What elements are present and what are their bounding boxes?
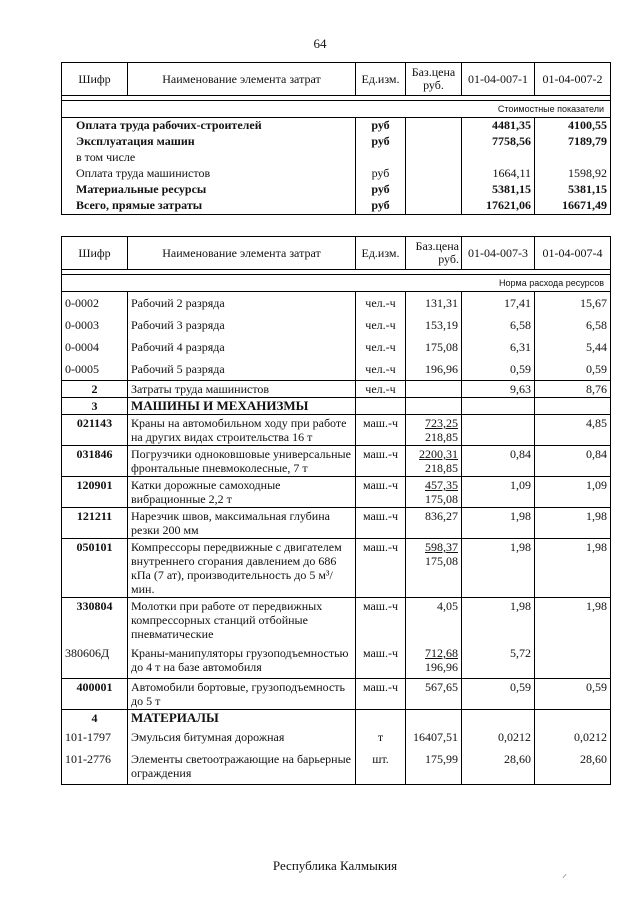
row-unit: шт. xyxy=(356,748,406,785)
header-col-1: 01-04-007-3 xyxy=(462,237,535,270)
table-header-row xyxy=(62,237,611,270)
row-value-2: 6,58 xyxy=(586,318,607,332)
row-code: 0-0003 xyxy=(62,314,128,336)
base-price-total: 131,31 xyxy=(425,296,458,310)
row-base-price xyxy=(406,477,462,508)
base-price-total: 196,96 xyxy=(425,362,458,376)
row-unit: руб xyxy=(356,134,406,150)
section-row xyxy=(62,598,611,643)
row-name: Компрессоры передвижные с двигателем внутреннего сгорания давлением до 686 кПа (7 ат), производительность до 5 м³/мин. xyxy=(128,539,356,598)
section-row xyxy=(62,415,611,446)
row-value-1: 17,41 xyxy=(462,292,535,315)
table-row xyxy=(62,166,611,182)
base-price-total: 2200,31 xyxy=(419,447,458,461)
row-base-price xyxy=(406,598,462,643)
row-base-price xyxy=(406,726,462,748)
table-row xyxy=(62,726,611,748)
row-value-1: 1,98 xyxy=(462,539,535,598)
table-row xyxy=(62,134,611,150)
row-name: Погрузчики одноковшовые универсальные фронтальные пневмоколесные, 7 т xyxy=(128,446,356,477)
base-price-total: 457,35 xyxy=(425,478,458,492)
row-value-2: 16671,49 xyxy=(535,198,611,215)
row-value-1 xyxy=(462,415,535,446)
row-value-2: 0,84 xyxy=(535,446,611,477)
row-value-2: 0,0212 xyxy=(574,730,607,744)
table-row xyxy=(62,748,611,785)
row-code: 330804 xyxy=(62,598,128,643)
row-base-price xyxy=(406,381,462,398)
row-base-price xyxy=(406,314,462,336)
row-value-1: 0,59 xyxy=(462,679,535,710)
base-price-total: 836,27 xyxy=(425,509,458,523)
row-base-price xyxy=(406,508,462,539)
row-code: 101-2776 xyxy=(62,748,128,785)
base-price-total: 598,37 xyxy=(425,540,458,554)
row-value-2: 1,09 xyxy=(535,477,611,508)
row-name: в том числе xyxy=(76,150,136,164)
row-value-1: 0,0212 xyxy=(462,726,535,748)
row-base-price xyxy=(406,398,462,415)
row-name: Рабочий 3 разряда xyxy=(128,314,356,336)
header-name: Наименование элемента затрат xyxy=(128,237,356,270)
base-price-wages: 175,08 xyxy=(425,554,458,568)
row-unit: т xyxy=(356,726,406,748)
row-unit: маш.-ч xyxy=(356,446,406,477)
row-name: Автомобили бортовые, грузоподъемность до 5 т xyxy=(128,679,356,710)
row-code: 021143 xyxy=(62,415,128,446)
row-name: Рабочий 2 разряда xyxy=(128,292,356,315)
table-header-row xyxy=(62,63,611,96)
table-row xyxy=(62,314,611,336)
base-price-total: 712,68 xyxy=(425,646,458,660)
row-base-price xyxy=(406,358,462,381)
row-value-2 xyxy=(535,150,611,166)
base-price-total: 567,65 xyxy=(425,680,458,694)
row-value-2: 8,76 xyxy=(535,381,611,398)
base-price-wages: 175,08 xyxy=(425,492,458,506)
pen-mark: ⸝ xyxy=(562,869,567,880)
row-code: 101-1797 xyxy=(62,726,128,748)
row-name: Краны-манипуляторы грузоподъемностью до 4 т на базе автомобиля xyxy=(128,642,356,679)
row-unit: маш.-ч xyxy=(356,642,406,679)
row-value-2 xyxy=(535,642,611,679)
row-code: 2 xyxy=(62,381,128,398)
row-unit: маш.-ч xyxy=(356,508,406,539)
row-code: 0-0002 xyxy=(62,292,128,315)
row-base-price xyxy=(406,679,462,710)
row-base-price xyxy=(406,336,462,358)
footer-region-name: Республика Калмыкия xyxy=(272,858,398,873)
header-code: Шифр xyxy=(62,63,128,96)
subheader-row xyxy=(62,101,611,118)
resource-norms-table xyxy=(61,236,611,785)
header-unit: Ед.изм. xyxy=(356,63,406,96)
header-name: Наименование элемента затрат xyxy=(128,63,356,96)
row-code: 380606Д xyxy=(62,642,128,679)
row-value-1: 1664,11 xyxy=(462,166,535,182)
table-row xyxy=(62,118,611,135)
row-name: Затраты труда машинистов xyxy=(128,381,356,398)
row-value-2: 5,44 xyxy=(586,340,607,354)
base-price-wages: 196,96 xyxy=(425,660,458,674)
row-name: Оплата труда рабочих-строителей xyxy=(76,118,262,132)
section-row xyxy=(62,398,611,415)
row-unit: руб xyxy=(356,182,406,198)
header-col-1: 01-04-007-1 xyxy=(462,63,535,96)
row-name: Оплата труда машинистов xyxy=(76,166,211,180)
row-value-2: 1598,92 xyxy=(535,166,611,182)
base-price-wages: 218,85 xyxy=(425,430,458,444)
row-name: МАТЕРИАЛЫ xyxy=(128,710,356,727)
row-value-2: 0,59 xyxy=(586,362,607,376)
section-row xyxy=(62,710,611,727)
row-unit: чел.-ч xyxy=(356,314,406,336)
row-name: Эмульсия битумная дорожная xyxy=(128,726,356,748)
row-unit: чел.-ч xyxy=(356,336,406,358)
row-base-price xyxy=(406,292,462,315)
row-value-1: 17621,06 xyxy=(462,198,535,215)
row-value-1: 28,60 xyxy=(462,748,535,785)
row-value-1: 0,84 xyxy=(462,446,535,477)
row-code: 031846 xyxy=(62,446,128,477)
subheader-label: Норма расхода ресурсов xyxy=(62,275,611,292)
section-row xyxy=(62,446,611,477)
table-row xyxy=(62,358,611,381)
row-unit: маш.-ч xyxy=(356,598,406,643)
row-name: Всего, прямые затраты xyxy=(76,198,203,212)
row-value-1: 1,09 xyxy=(462,477,535,508)
row-value-2: 7189,79 xyxy=(535,134,611,150)
base-price-total: 16407,51 xyxy=(413,730,458,744)
row-value-1 xyxy=(462,710,535,727)
row-value-2 xyxy=(535,710,611,727)
row-value-2: 15,67 xyxy=(580,296,607,310)
header-col-2: 01-04-007-4 xyxy=(535,237,611,270)
row-unit: руб xyxy=(356,118,406,135)
row-value-1: 5,72 xyxy=(462,642,535,679)
base-price-total: 723,25 xyxy=(425,416,458,430)
row-name: Элементы светоотражающие на барьерные ограждения xyxy=(128,748,356,785)
base-price-wages: 218,85 xyxy=(425,461,458,475)
row-unit: маш.-ч xyxy=(356,415,406,446)
row-code: 3 xyxy=(62,398,128,415)
row-unit: чел.-ч xyxy=(356,292,406,315)
table-row xyxy=(62,642,611,679)
row-unit: руб xyxy=(356,166,406,182)
section-row xyxy=(62,679,611,710)
row-code: 120901 xyxy=(62,477,128,508)
table-row xyxy=(62,198,611,215)
row-unit xyxy=(356,398,406,415)
row-value-2: 4,85 xyxy=(535,415,611,446)
row-name: Краны на автомобильном ходу при работе на других видах строительства 16 т xyxy=(128,415,356,446)
row-value-1 xyxy=(462,398,535,415)
row-base-price xyxy=(406,539,462,598)
header-col-2: 01-04-007-2 xyxy=(535,63,611,96)
row-value-1: 0,59 xyxy=(462,358,535,381)
header-unit: Ед.изм. xyxy=(356,237,406,270)
row-value-1: 1,98 xyxy=(462,598,535,643)
row-value-2: 1,98 xyxy=(535,598,611,643)
row-name: Катки дорожные самоходные вибрационные 2,2 т xyxy=(128,477,356,508)
header-code: Шифр xyxy=(62,237,128,270)
row-base-price xyxy=(406,748,462,785)
header-base-price: Баз.цена руб. xyxy=(406,63,462,96)
row-unit: маш.-ч xyxy=(356,679,406,710)
row-unit: маш.-ч xyxy=(356,477,406,508)
row-name: Рабочий 5 разряда xyxy=(128,358,356,381)
row-unit: чел.-ч xyxy=(356,358,406,381)
page-number: 64 xyxy=(313,36,327,51)
section-row xyxy=(62,539,611,598)
row-unit: маш.-ч xyxy=(356,539,406,598)
section-row xyxy=(62,508,611,539)
row-name: Материальные ресурсы xyxy=(76,182,207,196)
row-value-1: 6,31 xyxy=(462,336,535,358)
row-code: 4 xyxy=(62,710,128,727)
row-code: 050101 xyxy=(62,539,128,598)
row-value-2: 1,98 xyxy=(535,508,611,539)
row-code: 121211 xyxy=(62,508,128,539)
row-unit xyxy=(356,710,406,727)
base-price-total: 175,99 xyxy=(425,752,458,766)
row-code: 400001 xyxy=(62,679,128,710)
row-code: 0-0004 xyxy=(62,336,128,358)
table-row xyxy=(62,182,611,198)
row-name: Эксплуатация машин xyxy=(76,134,195,148)
table-row xyxy=(62,292,611,315)
cost-indicators-table xyxy=(61,62,611,215)
row-name: Нарезчик швов, максимальная глубина резки 200 мм xyxy=(128,508,356,539)
row-name: МАШИНЫ И МЕХАНИЗМЫ xyxy=(128,398,356,415)
row-base-price xyxy=(406,710,462,727)
row-base-price xyxy=(406,415,462,446)
row-code: 0-0005 xyxy=(62,358,128,381)
table-row xyxy=(62,336,611,358)
row-base-price xyxy=(406,642,462,679)
subheader-label: Стоимостные показатели xyxy=(62,101,611,118)
row-base-price xyxy=(406,446,462,477)
header-base-price: Баз.цена руб. xyxy=(406,237,462,270)
section-row xyxy=(62,477,611,508)
section-row xyxy=(62,381,611,398)
table-row xyxy=(62,150,611,166)
row-value-1 xyxy=(462,150,535,166)
row-value-1: 9,63 xyxy=(462,381,535,398)
row-name: Рабочий 4 разряда xyxy=(128,336,356,358)
row-value-2: 5381,15 xyxy=(535,182,611,198)
row-value-1: 5381,15 xyxy=(462,182,535,198)
row-value-2: 1,98 xyxy=(535,539,611,598)
base-price-total: 153,19 xyxy=(425,318,458,332)
base-price-total: 4,05 xyxy=(437,599,458,613)
row-unit: руб xyxy=(356,198,406,215)
row-value-1: 6,58 xyxy=(462,314,535,336)
row-value-1: 1,98 xyxy=(462,508,535,539)
subheader-row xyxy=(62,275,611,292)
row-value-1: 7758,56 xyxy=(462,134,535,150)
row-value-1: 4481,35 xyxy=(462,118,535,135)
row-value-2: 0,59 xyxy=(535,679,611,710)
row-name: Молотки при работе от передвижных компрессорных станций отбойные пневматические xyxy=(128,598,356,643)
row-unit xyxy=(356,150,406,166)
row-value-2: 4100,55 xyxy=(535,118,611,135)
base-price-total: 175,08 xyxy=(425,340,458,354)
row-value-2 xyxy=(535,398,611,415)
row-unit: чел.-ч xyxy=(356,381,406,398)
row-value-2: 28,60 xyxy=(580,752,607,766)
